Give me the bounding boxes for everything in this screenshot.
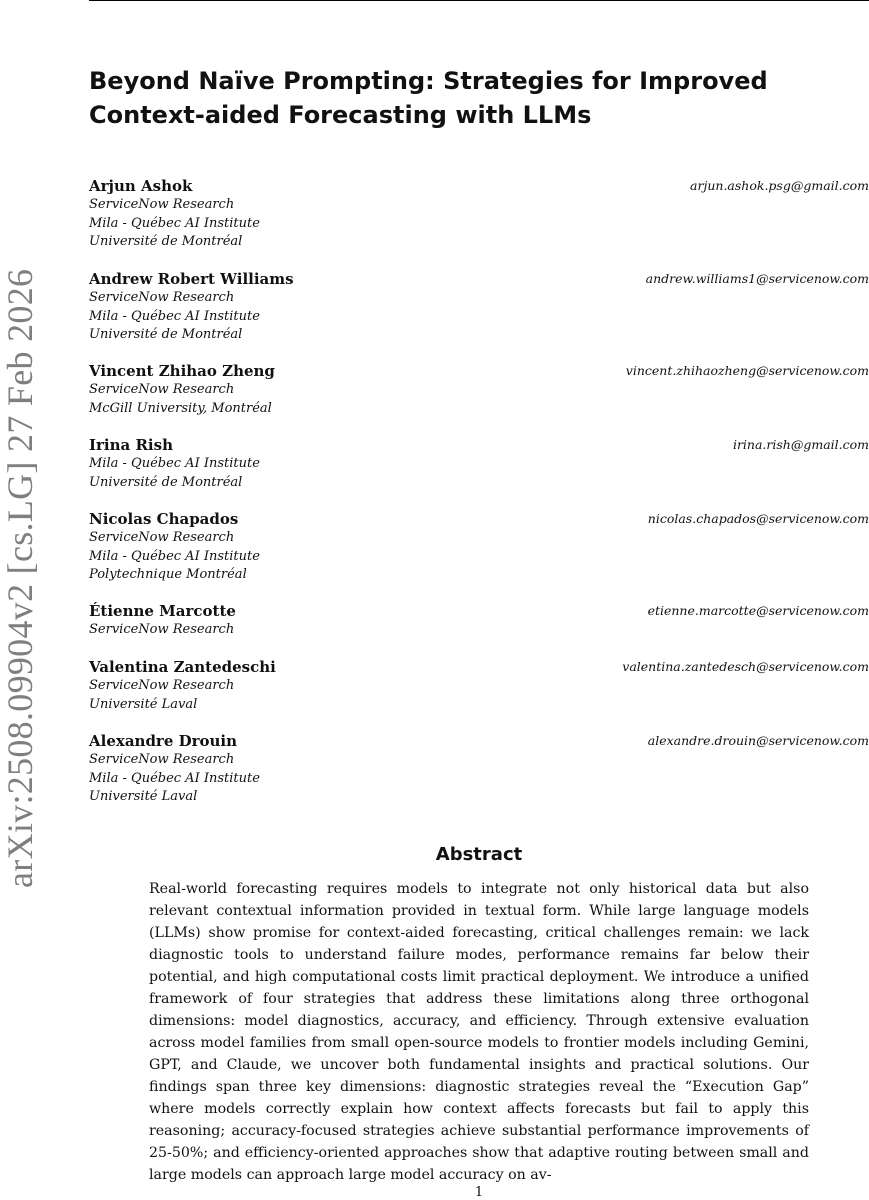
- author-block: [89, 731, 869, 823]
- abstract-heading: Abstract: [435, 844, 523, 865]
- author-email: arjun.ashok.psg@gmail.com: [690, 178, 869, 193]
- author-email: vincent.zhihaozheng@servicenow.com: [625, 363, 869, 378]
- author-affiliation: ServiceNow Research: [89, 382, 235, 397]
- author-name: Étienne Marcotte: [89, 602, 236, 620]
- author-name: Alexandre Drouin: [89, 732, 238, 750]
- author-affiliation: ServiceNow Research: [89, 530, 235, 545]
- paper-title: Beyond Naïve Prompting: Strategies for Improved Context-aided Forecasting with LLMs: [89, 67, 768, 129]
- author-affiliation: ServiceNow Research: [89, 290, 235, 305]
- author-affiliation: Université Laval: [89, 789, 198, 804]
- author-affiliation: Mila - Québec AI Institute: [89, 215, 260, 231]
- author-name: Vincent Zhihao Zheng: [89, 362, 275, 380]
- arxiv-stamp: arXiv:2508.09904v2 [cs.LG] 27 Feb 2026: [0, 268, 40, 888]
- author-name: Arjun Ashok: [89, 177, 193, 195]
- author-affiliation: Université de Montréal: [89, 474, 243, 490]
- author-block: [89, 657, 869, 731]
- author-block: [89, 601, 869, 657]
- author-block: [89, 176, 869, 269]
- author-list: [89, 176, 869, 823]
- author-email: andrew.williams1@servicenow.com: [645, 271, 869, 286]
- author-affiliation: ServiceNow Research: [89, 622, 235, 637]
- author-block: [89, 269, 869, 361]
- author-email: irina.rish@gmail.com: [732, 437, 869, 452]
- author-affiliation: Mila - Québec AI Institute: [89, 456, 260, 471]
- abstract-text: Real-world forecasting requires models to integrate not only historical data but also relevant contextual information provided in textual form. While large language models (LLMs) show promise for context-aided forecasting, critical challenges remain: we lack diagnostic tools to understand failure modes, performance remains far below their potential, and high computational costs limit practical deployment. We introduce a unified framework of four strategies that address these limitations along three orthogonal dimensions: model diagnostics, accuracy, and efficiency. Through extensive evaluation across model families from small open-source models to frontier models including Gemini, GPT, and Claude, we uncover both fundamental insights and practical solutions. Our findings span three key dimensions: diagnostic strategies reveal the “Execution Gap” where models correctly explain how context affects forecasts but fail to apply this reasoning; accuracy-focused strategies achieve substantial performance improvements of 25-50%; and efficiency-oriented approaches show that adaptive routing between small and large models can approach large model accuracy on av-: [149, 881, 809, 1183]
- author-affiliation: Polytechnique Montréal: [89, 567, 247, 582]
- author-affiliation: ServiceNow Research: [89, 678, 235, 693]
- author-block: [89, 361, 869, 435]
- author-affiliation: Université de Montréal: [89, 234, 243, 249]
- author-email: etienne.marcotte@servicenow.com: [647, 603, 869, 618]
- author-name: Valentina Zantedeschi: [89, 658, 276, 676]
- author-email: alexandre.drouin@servicenow.com: [647, 733, 869, 748]
- author-email: valentina.zantedesch@servicenow.com: [622, 659, 869, 674]
- author-affiliation: ServiceNow Research: [89, 752, 235, 767]
- author-email: nicolas.chapados@servicenow.com: [647, 511, 869, 526]
- author-name: Andrew Robert Williams: [89, 270, 294, 288]
- author-affiliation: Mila - Québec AI Institute: [89, 308, 260, 324]
- author-affiliation: Mila - Québec AI Institute: [89, 770, 260, 786]
- page-number: 1: [474, 1185, 484, 1200]
- author-affiliation: Université de Montréal: [89, 327, 243, 342]
- author-affiliation: Mila - Québec AI Institute: [89, 548, 260, 564]
- author-affiliation: McGill University, Montréal: [89, 400, 272, 416]
- author-block: [89, 509, 869, 601]
- author-name: Nicolas Chapados: [89, 510, 239, 528]
- author-block: [89, 435, 869, 509]
- author-name: Irina Rish: [89, 436, 173, 454]
- author-affiliation: Université Laval: [89, 696, 198, 712]
- top-rule: [89, 0, 869, 1]
- author-affiliation: ServiceNow Research: [89, 197, 235, 212]
